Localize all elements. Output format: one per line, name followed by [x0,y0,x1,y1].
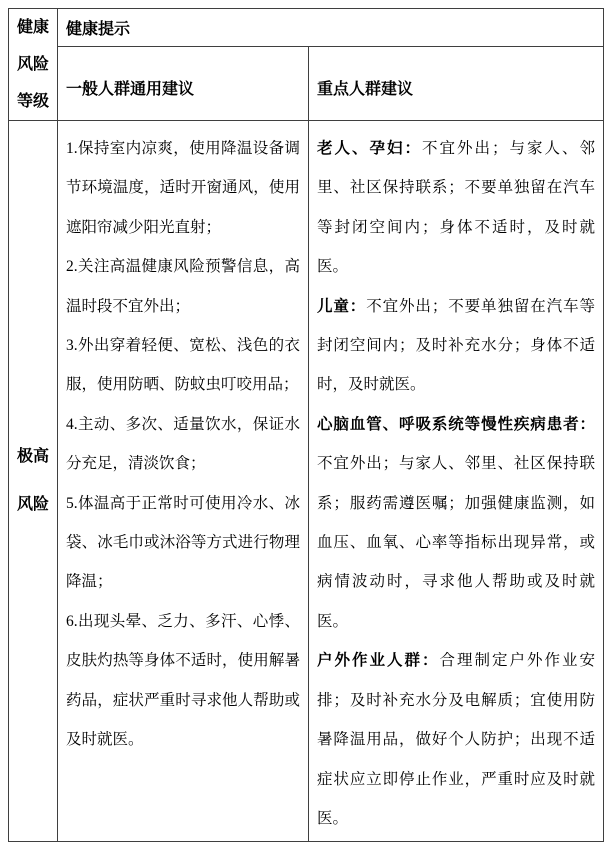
general-advice-item-6: 6.出现头晕、乏力、多汗、心悸、皮肤灼热等身体不适时，使用解暑药品，症状严重时寻求他人帮助或及时就医。 [66,612,300,749]
key-group-chronic-disease [317,405,595,641]
column-headers-row [9,47,604,121]
health-advice-table [8,8,604,842]
risk-header-line-3: 等级 [16,93,49,110]
risk-header-line-1: 健康 [16,19,49,36]
key-group-elderly-pregnant [317,129,595,287]
key-group-text: 不宜外出；与家人、邻里、社区保持联系；服药需遵医嘱；加强健康监测，如血压、血氧、心率等指标出现异常，或病情波动时，寻求他人帮助或及时就医。 [317,455,596,630]
risk-level-column-header [9,9,58,121]
risk-header-line-2: 风险 [16,56,49,73]
general-advice-item-2: 2.关注高温健康风险预警信息，高温时段不宜外出； [66,258,300,315]
key-group-text: 不宜外出；不要单独留在汽车等封闭空间内；及时补充水分；身体不适时，及时就医。 [317,297,596,394]
general-advice-cell [58,121,309,842]
general-column-header: 一般人群通用建议 [58,47,309,121]
general-advice-item-1: 1.保持室内凉爽，使用降温设备调节环境温度，适时开窗通风，使用遮阳帘减少阳光直射； [66,140,300,236]
key-group-label: 心脑血管、呼吸系统等慢性疾病患者： [317,415,596,433]
general-advice-item-5: 5.体温高于正常时可使用冷水、冰袋、冰毛巾或沐浴等方式进行物理降温； [66,494,300,591]
key-group-outdoor-workers [317,641,595,838]
general-advice-item-4: 4.主动、多次、适量饮水，保证水分充足，清淡饮食； [66,415,300,473]
key-groups-cell [309,121,604,842]
key-group-label: 儿童： [317,297,367,315]
key-group-text: 不宜外出；与家人、邻里、社区保持联系；不要单独留在汽车等封闭空间内；身体不适时，及时就医。 [317,140,596,276]
risk-level-line-1: 极高 [16,448,49,465]
risk-level-line-2: 风险 [16,496,49,513]
key-group-label: 户外作业人群： [317,652,440,670]
general-advice-item-3: 3.外出穿着轻便、宽松、浅色的衣服，使用防晒、防蚊虫叮咬用品； [66,337,300,394]
tips-header: 健康提示 [58,9,604,47]
tips-header-row [9,9,604,47]
key-column-header: 重点人群建议 [309,47,604,121]
key-group-text: 合理制定户外作业安排；及时补充水分及电解质；宜使用防暑降温用品，做好个人防护；出现不适症状应立即停止作业，严重时应及时就医。 [317,652,596,827]
body-row [9,121,604,842]
key-group-children [317,287,595,405]
risk-level-cell [9,121,58,842]
key-group-label: 老人、孕妇： [317,140,422,157]
